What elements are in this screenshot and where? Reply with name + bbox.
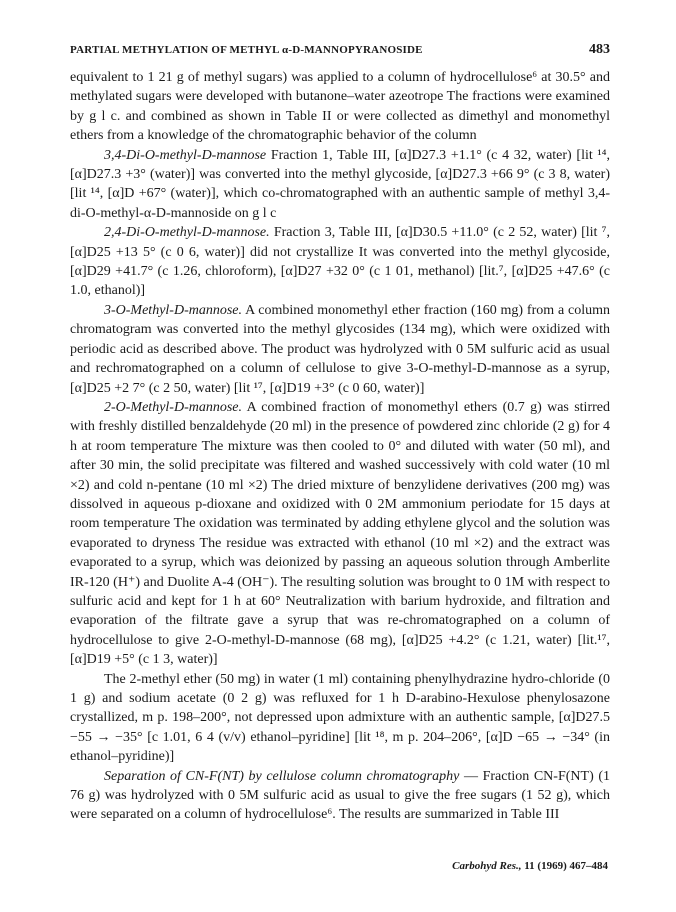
paragraph-separation-cn-f-nt — [70, 767, 610, 825]
section-heading: Separation of CN-F(NT) by cellulose column chromatography — [104, 768, 460, 784]
section-heading: 2-O-Methyl-D-mannose. — [104, 399, 243, 415]
article-body — [70, 68, 610, 825]
paragraph-3-4-dimethyl-mannose — [70, 146, 610, 224]
running-head: PARTIAL METHYLATION OF METHYL α-D-MANNOPYRANOSIDE — [70, 44, 423, 56]
page-number: 483 — [589, 42, 610, 57]
page-header — [70, 44, 610, 62]
paragraph-text: Fraction 1, Table III, [α]D27.3 +1.1° (c 4 32, water) [lit ¹⁴, [α]D27.3 +3° (water)] was converted into the methyl glycoside, [α]D27.3 +66 9° (c 3 8, water) [lit ¹⁴, [α]D +67° (water)], which co-chromatographed with an authentic sample of methyl 3,4-di-O-methyl-α-D-mannoside on g l c — [70, 147, 611, 221]
paragraph-text: A combined fraction of monomethyl ethers (0.7 g) was stirred with freshly distilled benzaldehyde (20 ml) in the presence of powdered zinc chloride (2 g) for 4 h at room temperature The mixture was then cooled to 0° and diluted with water (50 ml), and after 30 min, the solid precipitate was filtered and washed successively with cold water (10 ml ×2) and cold n-pentane (10 ml ×2) The dried mixture of benzylidene derivatives (200 mg) was dissolved in aqueous p-dioxane and oxidized with 0 2M ammonium periodate for 15 days at room temperature The oxidation was terminated by adding ethylene glycol and the solution was evaporated to dryness The residue was extracted with ethanol (10 ml ×2) and the extract was evaporated to a syrup, which was deionized by passing an aqueous solution through Amberlite IR-120 (H⁺) and Duolite A-4 (OH⁻). The resulting solution was brought to 0 1M with respect to sulfuric acid and kept for 1 h at 60° Neutralization with barium hydroxide, and filtration and evaporation of the filtrate gave a syrup that was re-chromatographed on a column of hydrocellulose to give 2-O-methyl-D-mannose (68 mg), [α]D25 +4.2° (c 1.21, water) [lit.¹⁷, [α]D19 +5° (c 1 3, water)] — [70, 399, 610, 668]
section-heading: 2,4-Di-O-methyl-D-mannose. — [104, 225, 270, 241]
paragraph-text: The 2-methyl ether (50 mg) in water (1 ml) containing phenylhydrazine hydro-chloride (0 1 g) and sodium acetate (0 2 g) was refluxed for 1 h D-arabino-Hexulose phenylosazone crystallized, m p. 198–200°, not depressed upon admixture with an authentic sample, [α]D27.5 −55 → −35° [c 1.01, 6 4 (v/v) ethanol–pyridine] [lit ¹⁸, m p. 204–206°, [α]D −65 → −34° (in ethanol–pyridine)] — [70, 671, 610, 765]
paragraph-text: A combined monomethyl ether fraction (160 mg) from a column chromatogram was converted into the methyl glycosides (134 mg), which were oxidized with periodic acid as described above. The product was hydrolyzed with 0 5M sulfuric acid as usual and rechromatographed on a column of cellulose to give 3-O-methyl-D-mannose as a syrup, [α]D25 +2 7° (c 2 50, water) [lit ¹⁷, [α]D19 +3° (c 0 60, water)] — [70, 302, 610, 396]
paragraph-2-4-dimethyl-mannose — [70, 223, 610, 301]
journal-name: Carbohyd Res., — [452, 860, 522, 872]
section-heading: 3-O-Methyl-D-mannose. — [104, 302, 243, 318]
journal-citation: 11 (1969) 467–484 — [524, 860, 608, 872]
paragraph-text: equivalent to 1 21 g of methyl sugars) was applied to a column of hydrocellulose⁶ at 30.5° and methylated sugars were developed with butanone–water azeotrope The fractions were examined by g l c. and combined as shown in Table II or were collected as dimethyl and monomethyl ethers from a knowledge of the chromatographic behavior of the column — [70, 70, 610, 144]
paragraph-phenylosazone — [70, 670, 610, 767]
paragraph-2-o-methyl-mannose — [70, 398, 610, 670]
paragraph-text: Fraction 3, Table III, [α]D30.5 +11.0° (c 2 52, water) [lit ⁷, [α]D25 +13 5° (c 0 6, water)] did not crystallize It was converted into the methyl glycoside, [α]D29 +41.7° (c 1.26, chloroform), [α]D27 +32 0° (c 1 01, methanol) [lit.⁷, [α]D25 +47.6° (c 1.0, ethanol)] — [70, 225, 610, 299]
paragraph-3-o-methyl-mannose — [70, 301, 610, 398]
page-footer — [452, 860, 608, 872]
paragraph-text: — Fraction CN-F(NT) (1 76 g) was hydrolyzed with 0 5M sulfuric acid as usual to give the free sugars (1 52 g), which were separated on a column of hydrocellulose⁶. The results are summarized in Table III — [70, 768, 611, 823]
paragraph-column-chromatography — [70, 68, 610, 146]
section-heading: 3,4-Di-O-methyl-D-mannose — [104, 147, 267, 163]
